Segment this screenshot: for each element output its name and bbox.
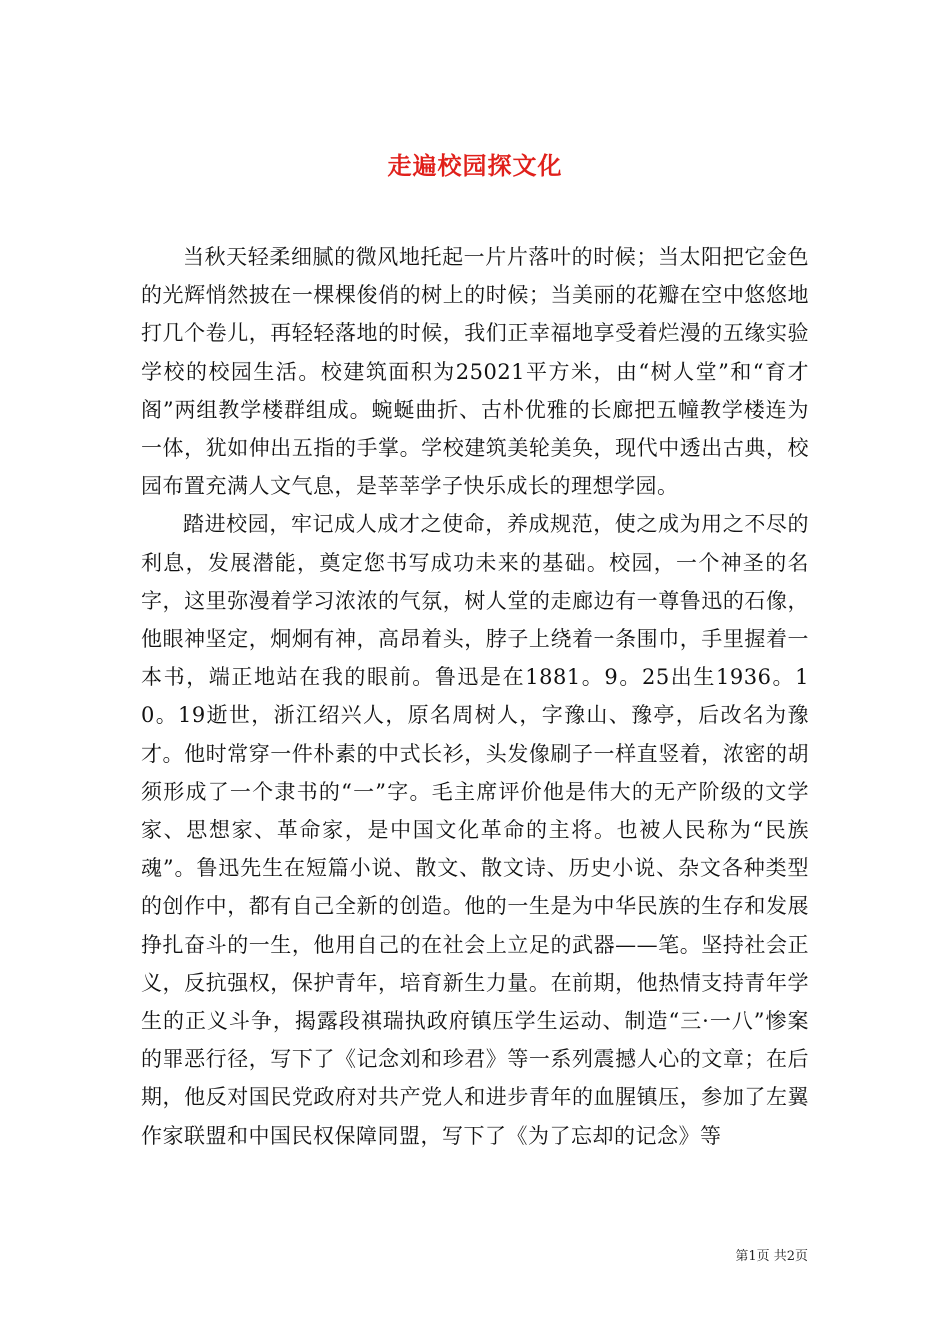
- paragraph-1: 当秋天轻柔细腻的微风地托起一片片落叶的时候；当太阳把它金色的光辉悄然披在一棵棵俊俏的树上的时候；当美丽的花瓣在空中悠悠地打几个卷儿，再轻轻落地的时候，我们正幸福地享受着烂漫的五缘实验学校的校园生活。校建筑面积为25021平方米，由“树人堂”和“育才阁”两组教学楼群组成。蜿蜒曲折、古朴优雅的长廊把五幢教学楼连为一体，犹如伸出五指的手掌。学校建筑美轮美奂，现代中透出古典，校园布置充满人文气息，是莘莘学子快乐成长的理想学园。: [141, 245, 809, 499]
- page-number-footer: 第1页 共2页: [735, 1249, 808, 1264]
- document-title: 走遍校园探文化: [387, 151, 563, 181]
- paragraph-2: 踏进校园，牢记成人成才之使命，养成规范，使之成为用之不尽的利息，发展潜能，奠定您书写成功未来的基础。校园，一个神圣的名字，这里弥漫着学习浓浓的气氛，树人堂的走廊边有一尊鲁迅的石像，他眼神坚定，炯炯有神，高昂着头，脖子上绕着一条围巾，手里握着一本书，端正地站在我的眼前。鲁迅是在1881。9。25出生1936。10。19逝世，浙江绍兴人，原名周树人，字豫山、豫亭，后改名为豫才。他时常穿一件朴素的中式长衫，头发像刷子一样直竖着，浓密的胡须形成了一个隶书的“一”字。毛主席评价他是伟大的无产阶级的文学家、思想家、革命家，是中国文化革命的主将。也被人民称为“民族魂”。鲁迅先生在短篇小说、散文、散文诗、历史小说、杂文各种类型的创作中，都有自己全新的创造。他的一生是为中华民族的生存和发展挣扎奋斗的一生，他用自己的在社会上立足的武器——笔。坚持社会正义，反抗强权，保护青年，培育新生力量。在前期，他热情支持青年学生的正义斗争，揭露段祺瑞执政府镇压学生运动、制造“三·一八”惨案的罪恶行径，写下了《记念刘和珍君》等一系列震撼人心的文章；在后期，他反对国民党政府对共产党人和进步青年的血腥镇压，参加了左翼作家联盟和中国民权保障同盟，写下了《为了忘却的记念》等: [141, 512, 809, 1148]
- document-body: [141, 238, 809, 1155]
